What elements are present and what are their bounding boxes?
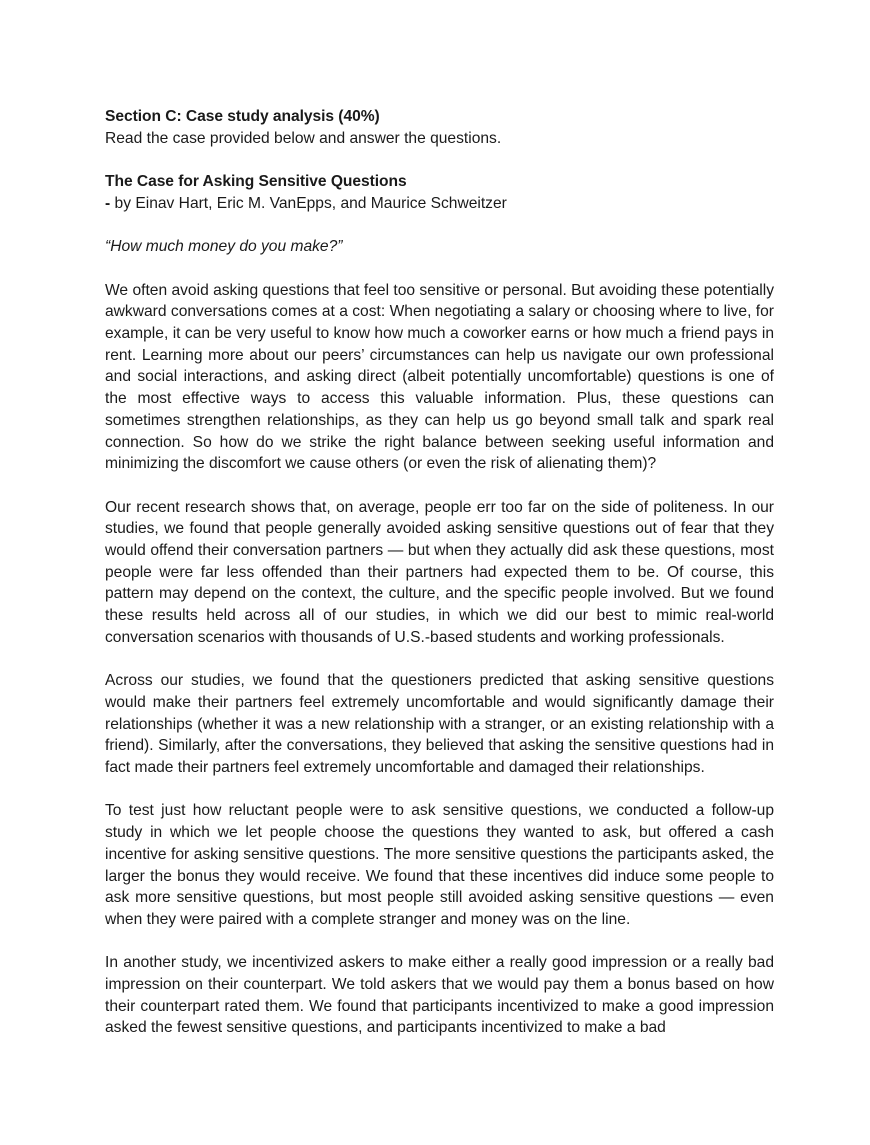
spacer [105, 649, 774, 671]
spacer [105, 475, 774, 497]
spacer [105, 258, 774, 280]
spacer [105, 215, 774, 237]
pull-quote: “How much money do you make?” [105, 238, 343, 256]
section-instruction: Read the case provided below and answer the questions. [105, 129, 502, 147]
case-title: The Case for Asking Sensitive Questions [105, 173, 407, 191]
body-paragraph-1: We often avoid asking questions that feel too sensitive or personal. But avoiding these potentially awkward conversations comes at a cost: When negotiating a salary or choosing where to live, for example, it can be very useful to know how much a coworker earns or how much a friend pays in rent. Learning more about our peers’ circumstances can help us navigate our own professional and social interactions, and asking direct (albeit potentially uncomfortable) questions is one of the most effective ways to access this valuable information. Plus, these questions can sometimes strengthen relationships, as they can help us go beyond small talk and spark real connection. So how do we strike the right balance between seeking useful information and minimizing the discomfort we cause others (or even the risk of alienating them)? [105, 281, 774, 473]
spacer [105, 149, 774, 171]
document-body [105, 106, 774, 1039]
byline-authors: by Einav Hart, Eric M. VanEpps, and Maurice Schweitzer [110, 194, 507, 212]
body-paragraph-5: In another study, we incentivized askers to make either a really good impression or a really bad impression on their counterpart. We told askers that we would pay them a bonus based on how their counterpart rated them. We found that participants incentivized to make a good impression asked the fewest sensitive questions, and participants incentivized to make a bad [105, 954, 774, 1037]
section-heading: Section C: Case study analysis (40%) [105, 108, 380, 125]
spacer [105, 931, 774, 953]
body-paragraph-4: To test just how reluctant people were to ask sensitive questions, we conducted a follow-up study in which we let people choose the questions they wanted to ask, but offered a cash incentive for asking sensitive questions. The more sensitive questions the participants asked, the larger the bonus they would receive. We found that these incentives did induce some people to ask more sensitive questions, but most people still avoided asking sensitive questions — even when they were paired with a complete stranger and money was on the line. [105, 802, 774, 928]
byline-dash: - [105, 194, 111, 212]
body-paragraph-2: Our recent research shows that, on average, people err too far on the side of politeness. In our studies, we found that people generally avoided asking sensitive questions out of fear that they would offend their conversation partners — but when they actually did ask these questions, most people were far less offended than their partners had expected them to be. Of course, this pattern may depend on the context, the culture, and the specific people involved. But we found these results held across all of our studies, in which we did our best to mimic real-world conversation scenarios with thousands of U.S.-based students and working professionals. [105, 498, 774, 646]
body-paragraph-3: Across our studies, we found that the questioners predicted that asking sensitive questions would make their partners feel extremely uncomfortable and would significantly damage their relationships (whether it was a new relationship with a stranger, or an existing relationship with a friend). Similarly, after the conversations, they believed that asking the sensitive questions had in fact made their partners feel extremely uncomfortable and damaged their relationships. [105, 672, 774, 777]
spacer [105, 779, 774, 801]
case-byline [105, 193, 774, 215]
